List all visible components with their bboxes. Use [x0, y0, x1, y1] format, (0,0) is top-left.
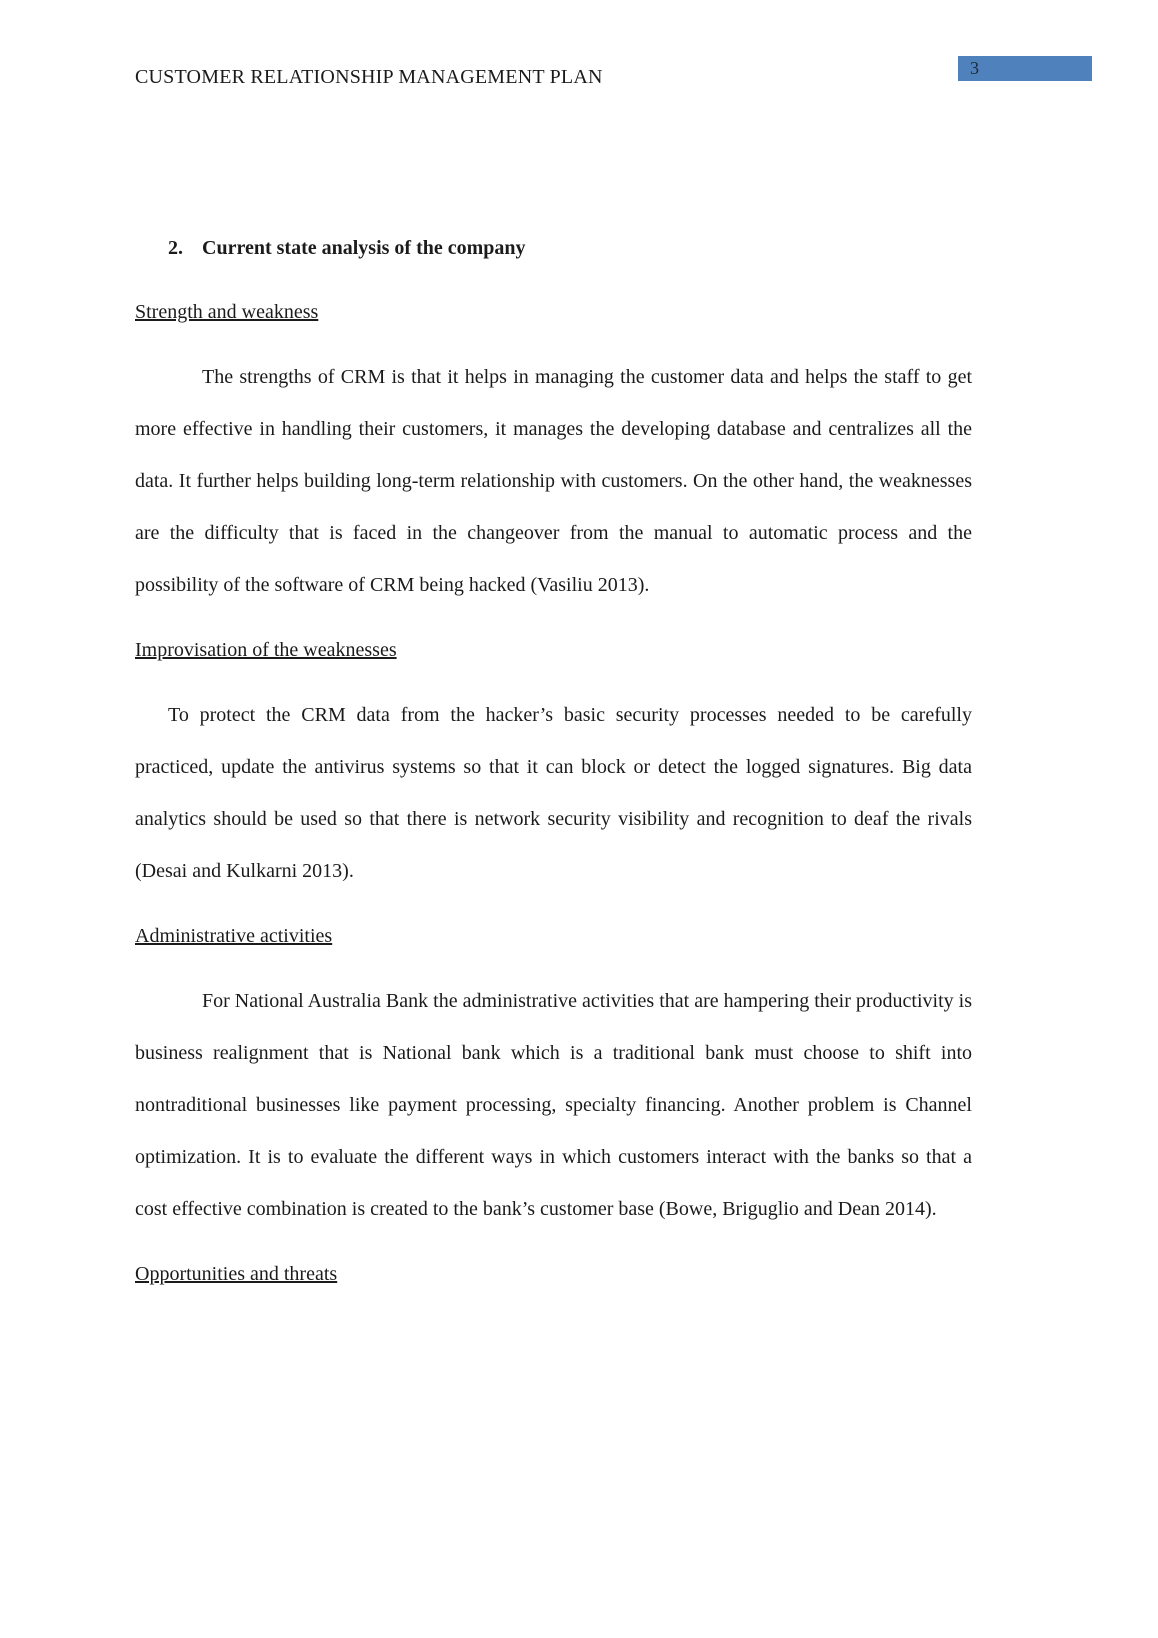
paragraph-strength-and-weakness: The strengths of CRM is that it helps in managing the customer data and helps the staff to get more effective in handling their customers, it manages the developing database and centralizes all the data. It further helps building long-term relationship with customers. On the other hand, the weaknesses are the difficulty that is faced in the changeover from the manual to automatic process and the possibility of the software of CRM being hacked (Vasiliu 2013). — [135, 366, 972, 596]
subheading-strength-and-weakness: Strength and weakness — [135, 301, 319, 323]
paragraph-administrative-activities: For National Australia Bank the administrative activities that are hampering their productivity is business realignment that is National bank which is a traditional bank must choose to shift into nontraditional businesses like payment processing, specialty financing. Another problem is Channel optimization. It is to evaluate the different ways in which customers interact with the banks so that a cost effective combination is created to the bank’s customer base (Bowe, Briguglio and Dean 2014). — [135, 990, 972, 1220]
subheading-improvisation-of-weaknesses: Improvisation of the weaknesses — [135, 639, 397, 661]
page-number-badge: 3 — [958, 56, 1092, 81]
document-header-title: CUSTOMER RELATIONSHIP MANAGEMENT PLAN — [135, 66, 603, 88]
paragraph-improvisation-of-weaknesses: To protect the CRM data from the hacker’s basic security processes needed to be carefully practiced, update the antivirus systems so that it can block or detect the logged signatures. Big data analytics should be used so that there is network security visibility and recognition to deaf the rivals (Desai and Kulkarni 2013). — [135, 704, 972, 882]
section-heading-text: Current state analysis of the company — [202, 237, 526, 259]
section-heading — [135, 222, 972, 274]
subheading-administrative-activities: Administrative activities — [135, 925, 333, 947]
section-heading-number: 2. — [168, 237, 183, 259]
subheading-opportunities-and-threats: Opportunities and threats — [135, 1263, 338, 1285]
